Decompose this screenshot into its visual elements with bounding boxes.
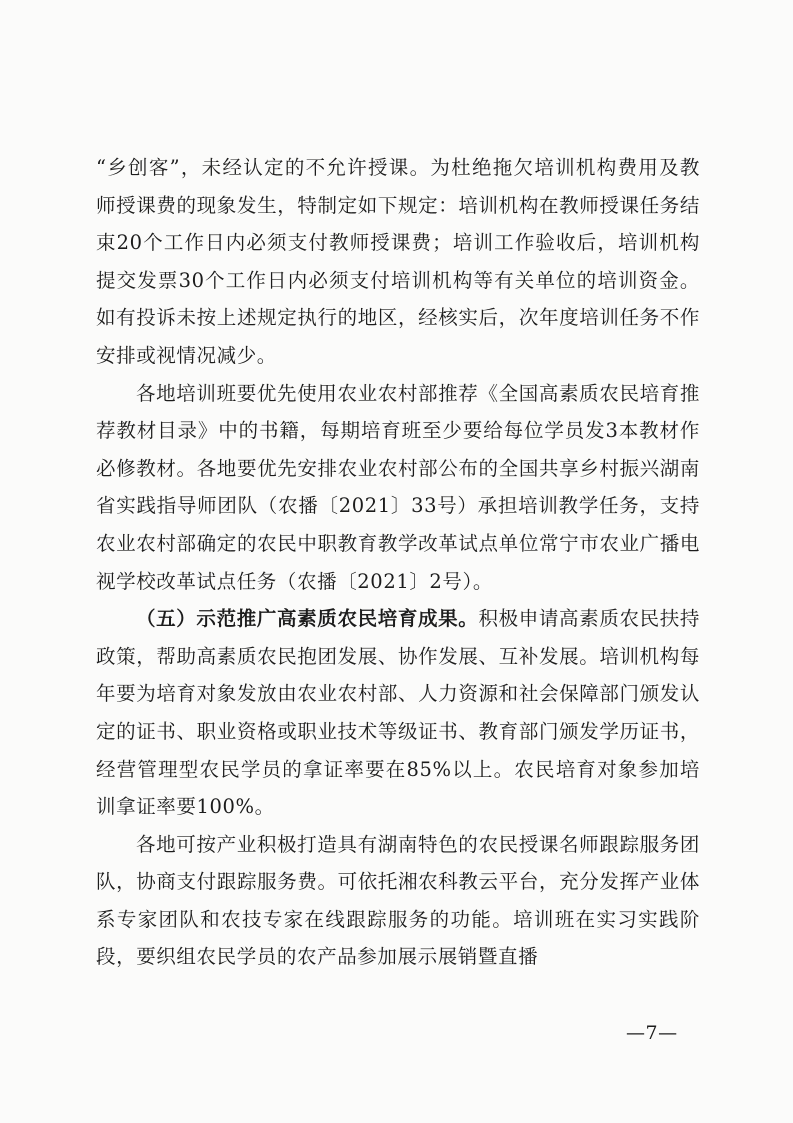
paragraph-3 bbox=[96, 600, 700, 826]
paragraph-4 bbox=[96, 826, 700, 976]
document-body bbox=[96, 149, 700, 976]
paragraph-2 bbox=[96, 375, 700, 601]
paragraph-2-text: 各地培训班要优先使用农业农村部推荐《全国高素质农民培育推荐教材目录》中的书籍，每期培育班至少要给每位学员发3本教材作必修教材。各地要优先安排农业农村部公布的全国共享乡村振兴湖南省实践指导师团队（农播〔2021〕33号）承担培训教学任务，支持农业农村部确定的农民中职教育教学改革试点单位常宁市农业广播电视学校改革试点任务（农播〔2021〕2号）。 bbox=[96, 381, 700, 593]
section-heading: （五）示范推广高素质农民培育成果。 bbox=[136, 607, 479, 631]
paragraph-3-text: 积极申请高素质农民扶持政策，帮助高素质农民抱团发展、协作发展、互补发展。培训机构每年要为培育对象发放由农业农村部、人力资源和社会保障部门颁发认定的证书、职业资格或职业技术等级证书、教育部门颁发学历证书，经营管理型农民学员的拿证率要在85%以上。农民培育对象参加培训拿证率要100%。 bbox=[96, 607, 700, 819]
page-number: —7— bbox=[626, 1022, 678, 1044]
paragraph-4-text: 各地可按产业积极打造具有湖南特色的农民授课名师跟踪服务团队，协商支付跟踪服务费。可依托湘农科教云平台，充分发挥产业体系专家团队和农技专家在线跟踪服务的功能。培训班在实习实践阶段，要织组农民学员的农产品参加展示展销暨直播 bbox=[96, 832, 700, 969]
paragraph-1-text: “乡创客”，未经认定的不允许授课。为杜绝拖欠培训机构费用及教师授课费的现象发生，特制定如下规定：培训机构在教师授课任务结束20个工作日内必须支付教师授课费；培训工作验收后，培训机构提交发票30个工作日内必须支付培训机构等有关单位的培训资金。如有投诉未按上述规定执行的地区，经核实后，次年度培训任务不作安排或视情况减少。 bbox=[96, 156, 700, 367]
paragraph-1 bbox=[96, 149, 700, 375]
